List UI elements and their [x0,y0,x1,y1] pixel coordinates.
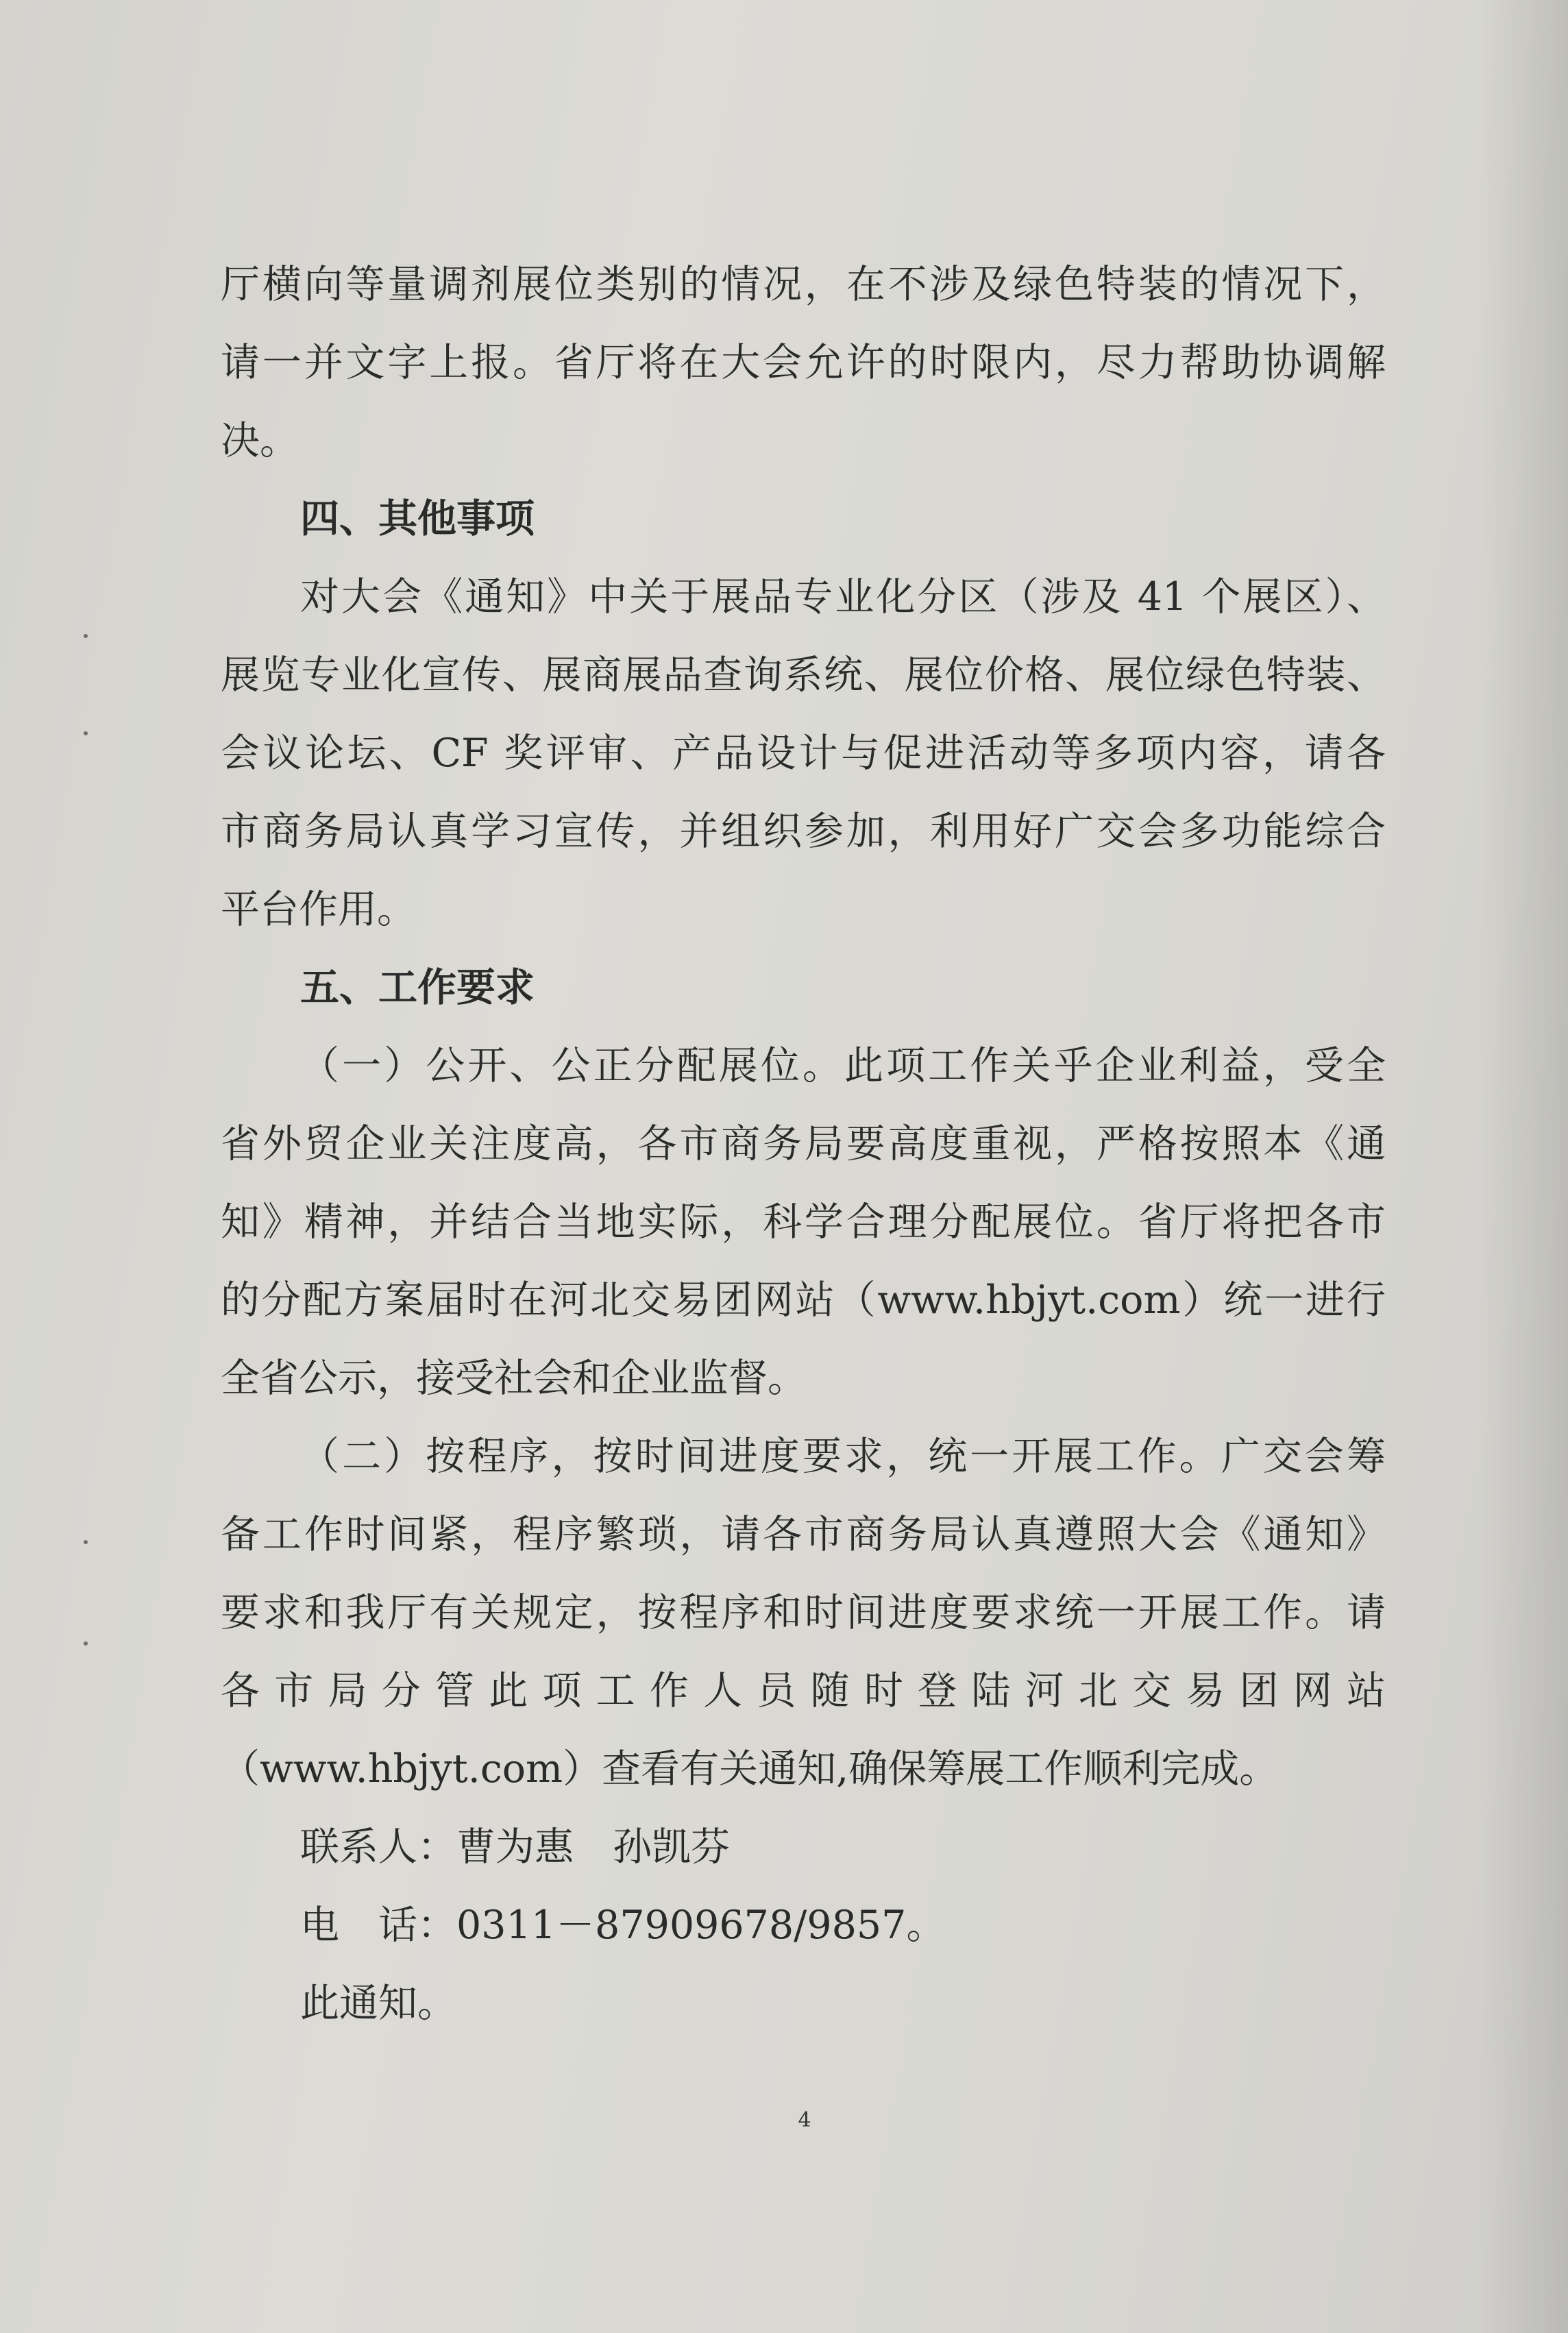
paragraph-line: （www.hbjyt.com）查看有关通知,确保筹展工作顺利完成。 [221,1746,1279,1792]
binding-hole-mark [84,634,88,638]
paragraph-line: 对大会《通知》中关于展品专业化分区（涉及 41 个展区）、 [300,574,1386,620]
paragraph-line: 省外贸企业关注度高，各市商务局要高度重视，严格按照本《通 [221,1121,1386,1166]
paragraph-line: （一）公开、公正分配展位。此项工作关乎企业利益，受全 [300,1043,1386,1088]
paragraph-line: 展览专业化宣传、展商展品查询系统、展位价格、展位绿色特装、 [221,652,1386,698]
paragraph-line: 的分配方案届时在河北交易团网站（www.hbjyt.com）统一进行 [221,1278,1386,1323]
section-heading-other-matters: 四、其他事项 [300,496,535,541]
contact-persons: 联系人：曹为惠 孙凯芬 [300,1824,730,1870]
paragraph-line: 厅横向等量调剂展位类别的情况，在不涉及绿色特装的情况下， [221,262,1386,307]
paragraph-line: 决。 [221,418,299,463]
page-number: 4 [798,2108,811,2132]
paragraph-line: （二）按程序，按时间进度要求，统一开展工作。广交会筹 [300,1434,1386,1479]
paragraph-line: 要求和我厅有关规定，按程序和时间进度要求统一开展工作。请 [221,1590,1386,1635]
contact-phone: 电 话：0311－87909678/9857。 [300,1903,946,1948]
paragraph-line: 会议论坛、CF 奖评审、产品设计与促进活动等多项内容，请各 [221,731,1386,776]
document-body [221,245,1386,2042]
binding-hole-mark [84,1641,88,1646]
closing-line: 此通知。 [300,1981,456,2026]
paragraph-line: 平台作用。 [221,887,416,932]
paragraph-line: 全省公示，接受社会和企业监督。 [221,1356,807,1401]
binding-hole-mark [84,731,88,735]
paragraph-line: 备工作时间紧，程序繁琐，请各市商务局认真遵照大会《通知》 [221,1512,1386,1557]
paragraph-line: 各市局分管此项工作人员随时登陆河北交易团网站 [221,1668,1386,1713]
paragraph-line: 知》精神，并结合当地实际，科学合理分配展位。省厅将把各市 [221,1199,1386,1245]
paragraph-line: 请一并文字上报。省厅将在大会允许的时限内，尽力帮助协调解 [221,340,1386,385]
paragraph-line: 市商务局认真学习宣传，并组织参加，利用好广交会多功能综合 [221,809,1386,854]
binding-hole-mark [84,1540,88,1544]
section-heading-work-requirements: 五、工作要求 [300,965,535,1010]
